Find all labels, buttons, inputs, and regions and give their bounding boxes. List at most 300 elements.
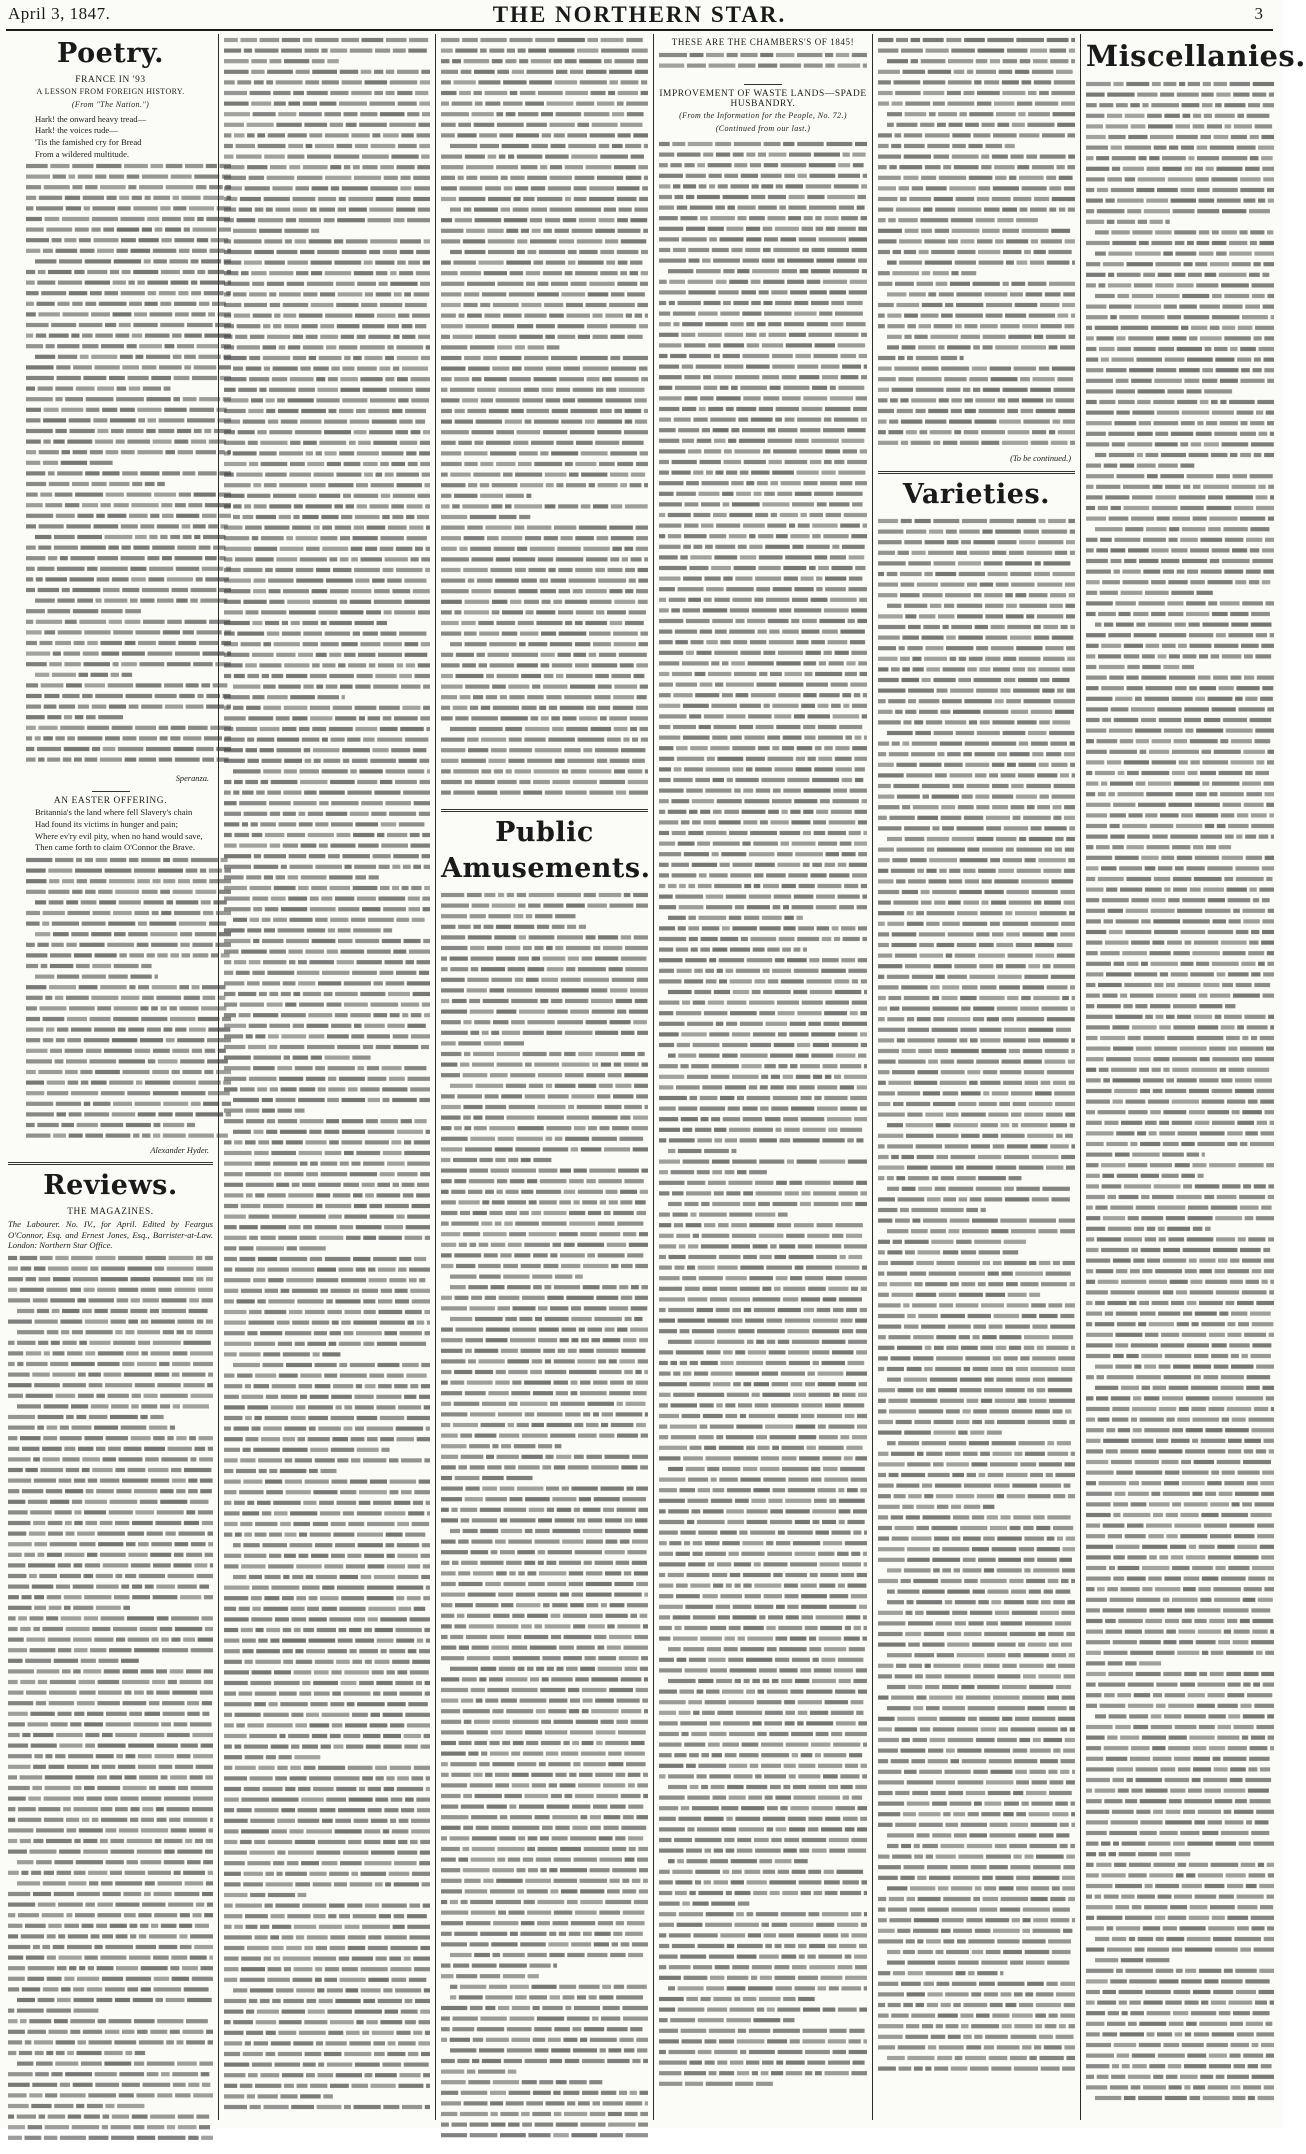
type-word <box>8 1913 15 1917</box>
type-word <box>192 985 200 989</box>
type-word <box>424 1405 430 1409</box>
type-word <box>441 893 464 897</box>
type-word <box>67 1038 81 1042</box>
type-word <box>103 747 116 751</box>
type-word <box>47 1595 62 1599</box>
type-word <box>309 133 322 137</box>
type-word <box>245 1660 253 1664</box>
type-word <box>194 493 216 497</box>
type-word <box>368 1077 387 1081</box>
type-word <box>392 409 403 413</box>
type-word <box>153 1436 165 1440</box>
type-word <box>210 1563 213 1567</box>
type-word <box>395 1988 421 1992</box>
type-word <box>325 133 349 137</box>
type-word <box>625 409 642 413</box>
type-word <box>290 1766 301 1770</box>
type-word <box>180 1006 199 1010</box>
type-word <box>610 904 634 908</box>
type-word <box>441 1243 456 1247</box>
type-word <box>364 1861 391 1865</box>
type-word <box>224 632 235 636</box>
type-word <box>463 568 488 572</box>
type-word <box>47 758 60 762</box>
type-word <box>20 1680 35 1684</box>
type-word <box>131 249 151 253</box>
type-word <box>68 2114 82 2118</box>
type-word <box>578 738 605 742</box>
type-word <box>224 1702 252 1706</box>
type-word <box>123 1605 130 1609</box>
type-word <box>8 1828 33 1832</box>
type-word <box>546 1137 553 1141</box>
type-word <box>224 282 250 286</box>
type-word <box>79 323 103 327</box>
type-word <box>26 440 41 444</box>
type-word <box>235 335 247 339</box>
type-word <box>116 1489 131 1493</box>
type-word <box>545 473 567 477</box>
type-word <box>277 1321 290 1325</box>
type-word <box>477 791 497 795</box>
type-word <box>157 1383 180 1387</box>
type-word <box>184 1987 209 1991</box>
type-word <box>161 503 172 507</box>
type-word <box>224 1564 239 1568</box>
type-word <box>591 988 607 992</box>
type-word <box>418 610 430 614</box>
type-word <box>441 1137 468 1141</box>
type-word <box>331 1670 341 1674</box>
type-word <box>234 1501 245 1505</box>
type-word <box>481 1222 492 1226</box>
type-word <box>370 1215 394 1219</box>
type-word <box>305 1140 326 1144</box>
type-word <box>176 1436 186 1440</box>
type-word <box>145 1080 170 1084</box>
type-word <box>276 1183 289 1187</box>
type-word <box>147 2125 164 2129</box>
type-word <box>599 893 622 897</box>
type-word <box>391 504 404 508</box>
type-word <box>234 133 245 137</box>
type-word <box>153 1277 181 1281</box>
type-word <box>463 1020 471 1024</box>
type-word <box>526 271 541 275</box>
type-word <box>201 1966 214 1970</box>
type-word <box>158 868 183 872</box>
type-word <box>201 683 210 687</box>
type-word <box>276 653 295 657</box>
type-word <box>224 1967 239 1971</box>
type-word <box>481 398 493 402</box>
type-word <box>224 1745 232 1749</box>
type-word <box>309 356 316 360</box>
type-word <box>470 1243 477 1247</box>
type-word <box>158 2135 186 2139</box>
type-word <box>634 1084 648 1088</box>
type-word <box>513 208 529 212</box>
type-word <box>53 652 61 656</box>
type-word <box>91 995 118 999</box>
type-word <box>413 2031 422 2035</box>
type-word <box>298 1437 305 1441</box>
type-word <box>344 2052 371 2056</box>
type-word <box>190 1722 212 1726</box>
type-word <box>193 953 209 957</box>
type-word <box>577 239 603 243</box>
type-word <box>165 344 175 348</box>
type-word <box>309 1617 327 1621</box>
type-word <box>521 1190 533 1194</box>
type-word <box>144 1446 165 1450</box>
type-word <box>381 822 397 826</box>
type-word <box>441 663 460 667</box>
type-word <box>411 886 421 890</box>
type-word <box>121 1658 139 1662</box>
type-word <box>267 632 280 636</box>
type-word <box>304 791 317 795</box>
type-word <box>293 91 304 95</box>
type-word <box>278 1109 292 1113</box>
type-word <box>26 450 36 454</box>
type-word <box>355 685 370 689</box>
type-word <box>102 1733 113 1737</box>
type-word <box>529 1232 557 1236</box>
type-word <box>329 727 353 731</box>
type-word <box>374 600 402 604</box>
type-word <box>547 102 574 106</box>
type-word <box>66 1817 79 1821</box>
type-word <box>60 2082 70 2086</box>
type-word <box>77 535 102 539</box>
type-word <box>258 1639 267 1643</box>
type-word <box>548 186 571 190</box>
type-word <box>341 1596 364 1600</box>
type-word <box>414 1257 426 1261</box>
type-word <box>315 1978 322 1982</box>
type-word <box>224 377 247 381</box>
type-word <box>242 791 254 795</box>
type-word <box>82 503 98 507</box>
type-word <box>108 921 135 925</box>
type-word <box>166 1807 189 1811</box>
type-word <box>359 1649 378 1653</box>
type-word <box>155 1521 181 1525</box>
type-word <box>385 1882 391 1886</box>
type-word <box>557 547 581 551</box>
type-word <box>297 971 320 975</box>
type-word <box>644 409 648 413</box>
type-word <box>165 228 181 232</box>
type-word <box>401 133 414 137</box>
type-word <box>133 2125 144 2129</box>
type-word <box>408 1702 428 1706</box>
type-word <box>331 186 339 190</box>
type-word <box>31 1743 57 1747</box>
type-word <box>404 1745 418 1749</box>
type-word <box>200 1478 213 1482</box>
type-word <box>360 1087 379 1091</box>
type-word <box>354 1819 369 1823</box>
type-word <box>421 155 429 159</box>
type-word <box>575 176 595 180</box>
type-word <box>502 632 518 636</box>
type-word <box>357 282 376 286</box>
type-word <box>241 271 249 275</box>
type-word <box>597 420 622 424</box>
type-word <box>495 1147 513 1151</box>
type-word <box>521 1158 531 1162</box>
type-word <box>310 1723 330 1727</box>
type-word <box>353 536 378 540</box>
type-word <box>17 1330 44 1334</box>
type-word <box>519 515 530 519</box>
type-word <box>637 59 649 63</box>
type-word <box>380 1321 405 1325</box>
type-word <box>625 621 644 625</box>
type-word <box>117 1298 129 1302</box>
type-word <box>163 879 175 883</box>
type-word <box>337 1045 360 1049</box>
type-word <box>522 398 543 402</box>
type-word <box>463 1116 471 1120</box>
type-word <box>33 1733 53 1737</box>
type-word <box>580 1232 597 1236</box>
type-word <box>318 388 338 392</box>
type-word <box>416 250 430 254</box>
type-word <box>130 567 146 571</box>
type-word <box>586 1020 607 1024</box>
type-word <box>91 312 110 316</box>
type-word <box>163 1101 188 1105</box>
type-word <box>252 695 264 699</box>
type-word <box>38 1807 60 1811</box>
type-word <box>266 1882 293 1886</box>
type-word <box>364 1628 372 1632</box>
type-word <box>423 430 430 434</box>
type-word <box>141 1987 151 1991</box>
type-word <box>339 1077 365 1081</box>
type-word <box>195 1839 203 1843</box>
type-word <box>132 334 142 338</box>
type-word <box>279 515 291 519</box>
type-word <box>357 335 366 339</box>
type-word <box>164 1796 190 1800</box>
type-word <box>156 1584 175 1588</box>
type-word <box>589 483 595 487</box>
type-word <box>312 589 328 593</box>
type-word <box>614 165 636 169</box>
type-word <box>327 1034 349 1038</box>
type-word <box>473 925 481 929</box>
type-word <box>56 1584 70 1588</box>
type-word <box>116 1902 140 1906</box>
type-word <box>264 483 277 487</box>
type-word <box>316 1278 338 1282</box>
type-word <box>50 964 73 968</box>
type-word <box>290 1543 313 1547</box>
type-word <box>183 630 194 634</box>
type-word <box>423 907 430 911</box>
type-word <box>589 632 611 636</box>
type-word <box>630 716 648 720</box>
type-word <box>349 208 367 212</box>
column-3 <box>441 34 651 2120</box>
type-word <box>399 271 413 275</box>
type-word <box>354 1024 362 1028</box>
type-word <box>418 2041 430 2045</box>
type-word <box>65 2072 92 2076</box>
type-word <box>320 1596 339 1600</box>
type-word <box>405 1798 414 1802</box>
type-word <box>342 748 370 752</box>
type-word <box>124 1913 136 1917</box>
type-word <box>172 1070 180 1074</box>
type-word <box>408 1077 431 1081</box>
type-word <box>168 1574 194 1578</box>
type-word <box>26 964 38 968</box>
type-word <box>496 430 514 434</box>
type-word <box>590 600 612 604</box>
type-word <box>349 2041 370 2045</box>
type-word <box>17 2008 44 2012</box>
type-word <box>529 1084 543 1088</box>
type-word <box>540 1179 567 1183</box>
type-word <box>261 780 269 784</box>
type-word <box>623 738 629 742</box>
type-word <box>634 398 647 402</box>
type-word <box>96 858 108 862</box>
type-word <box>160 736 168 740</box>
type-word <box>637 303 648 307</box>
type-word <box>590 133 615 137</box>
type-word <box>620 1137 644 1141</box>
type-word <box>224 261 241 265</box>
type-word <box>363 1999 375 2003</box>
type-word <box>556 674 563 678</box>
type-word <box>362 324 384 328</box>
type-word <box>377 1193 401 1197</box>
type-word <box>342 80 362 84</box>
type-word <box>316 653 327 657</box>
type-word <box>541 663 550 667</box>
type-word <box>524 1243 550 1247</box>
type-word <box>24 1552 35 1556</box>
type-word <box>309 960 334 964</box>
type-word <box>628 769 643 773</box>
type-word <box>26 858 52 862</box>
type-word <box>322 769 348 773</box>
type-word <box>100 567 128 571</box>
type-word <box>403 865 411 869</box>
type-word <box>63 758 72 762</box>
type-word <box>34 1383 60 1387</box>
type-word <box>295 430 322 434</box>
type-word <box>397 1437 415 1441</box>
type-word <box>276 1988 294 1992</box>
type-word <box>107 514 126 518</box>
type-word <box>631 557 642 561</box>
type-word <box>8 1796 26 1800</box>
type-word <box>520 91 536 95</box>
type-word <box>82 1923 94 1927</box>
type-word <box>224 960 231 964</box>
type-word <box>135 1101 161 1105</box>
type-word <box>251 1596 262 1600</box>
type-word <box>289 473 311 477</box>
type-word <box>472 430 494 434</box>
type-word <box>161 270 180 274</box>
type-word <box>494 769 503 773</box>
type-word <box>346 2031 360 2035</box>
type-word <box>470 1137 495 1141</box>
type-word <box>8 1637 24 1641</box>
type-word <box>441 1116 461 1120</box>
type-word <box>121 662 137 666</box>
type-word <box>85 281 110 285</box>
type-word <box>65 620 77 624</box>
type-word <box>195 1330 213 1334</box>
type-word <box>401 685 421 689</box>
type-word <box>247 928 261 932</box>
type-word <box>269 1469 277 1473</box>
type-word <box>26 185 41 189</box>
type-word <box>35 599 55 603</box>
type-word <box>141 858 160 862</box>
type-word <box>152 911 159 915</box>
type-word <box>109 620 122 624</box>
type-word <box>420 1840 430 1844</box>
type-word <box>470 946 484 950</box>
type-word <box>546 695 561 699</box>
type-word <box>103 1457 117 1461</box>
type-word <box>170 535 180 539</box>
type-word <box>256 1268 265 1272</box>
type-word <box>224 112 250 116</box>
type-word <box>163 858 170 862</box>
type-word <box>371 1819 388 1823</box>
type-word <box>306 1077 326 1081</box>
type-word <box>348 1522 364 1526</box>
type-word <box>271 1914 285 1918</box>
type-word <box>279 822 297 826</box>
type-word <box>631 155 644 159</box>
type-word <box>283 981 296 985</box>
type-word <box>531 1211 541 1215</box>
type-word <box>460 271 481 275</box>
type-word <box>269 1045 278 1049</box>
type-word <box>184 1468 211 1472</box>
type-word <box>98 1902 113 1906</box>
type-word <box>629 791 648 795</box>
type-word <box>74 1870 86 1874</box>
type-word <box>455 49 477 53</box>
type-word <box>179 1934 187 1938</box>
type-word <box>357 1702 385 1706</box>
type-word <box>243 568 262 572</box>
type-word <box>610 356 620 360</box>
type-word <box>265 1575 281 1579</box>
type-word <box>101 1277 128 1281</box>
type-word <box>325 632 350 636</box>
type-word <box>26 1393 53 1397</box>
type-word <box>585 589 606 593</box>
type-word <box>406 663 415 667</box>
type-word <box>94 1945 102 1949</box>
type-word <box>344 1151 354 1155</box>
type-word <box>166 2040 174 2044</box>
